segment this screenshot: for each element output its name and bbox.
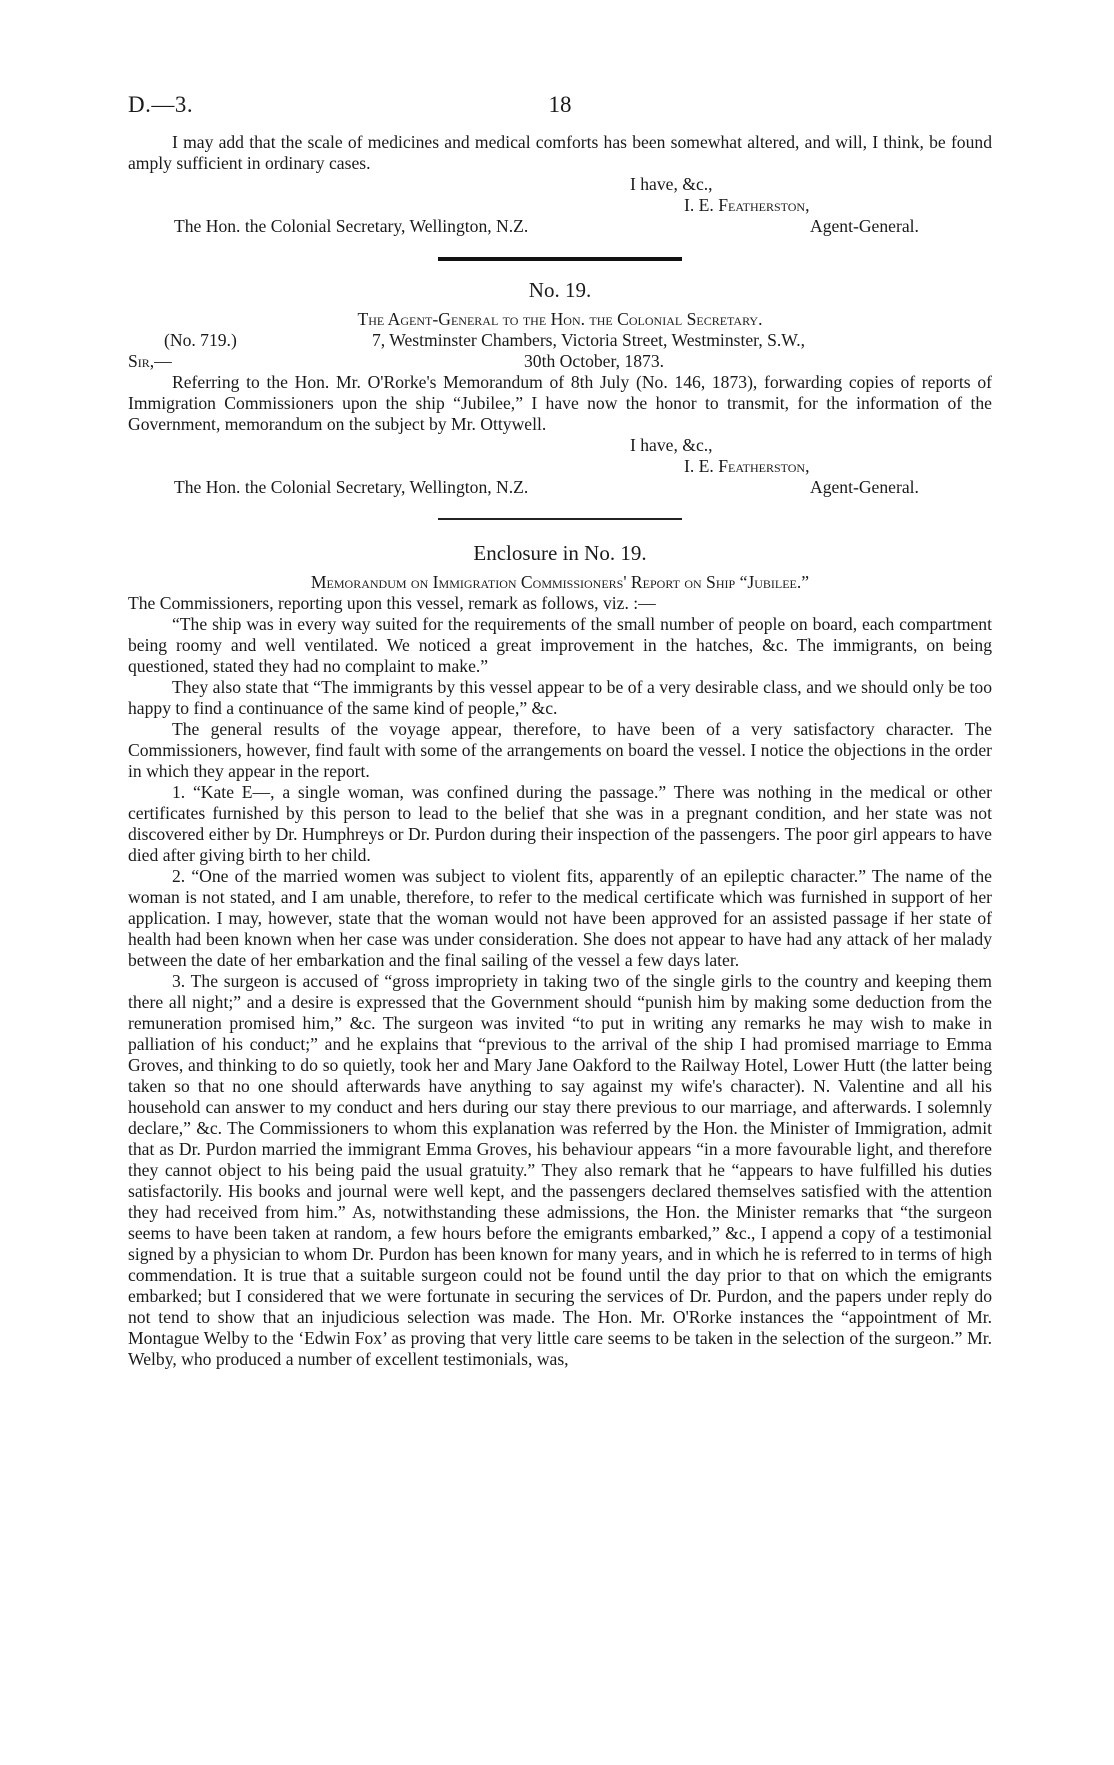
closing-line [128, 435, 992, 456]
signer-role: Agent-General. [810, 216, 919, 236]
addressee-line [128, 216, 992, 237]
signature-line [128, 456, 992, 477]
addressee: The Hon. the Colonial Secretary, Wellington, N.Z. [174, 216, 529, 236]
document-reference: D.—3. [128, 92, 194, 117]
letter-date: 30th October, 1873. [524, 351, 665, 371]
enclosure-paragraph: The general results of the voyage appear, therefore, to have been of a very satisfactory character. The Commissioners, however, find fault with some of the arrangements on board the vessel. I notice the objections in the order in which they appear in the report. [128, 719, 992, 781]
closing-line [128, 174, 992, 195]
addressee-line [128, 477, 992, 498]
signature-name: I. E. Featherston, [684, 456, 810, 476]
enclosure-subtitle [128, 572, 992, 593]
page-number: 18 [548, 92, 572, 117]
enclosure-paragraph: 2. “One of the married women was subject to violent fits, apparently of an epileptic character.” The name of the woman is not stated, and I am unable, therefore, to refer to the medical certificate which was furnished in support of her application. I may, however, state that the woman would not have been approved for an assisted passage if her state of health had been known when her case was under consideration. She does not appear to have had any attack of her malady between the date of her embarkation and the final sailing of the vessel a few days later. [128, 866, 992, 970]
continuation-paragraph: I may add that the scale of medicines and medical comforts has been somewhat altered, and will, I think, be found amply sufficient in ordinary cases. [128, 132, 992, 173]
signature-name: I. E. Featherston, [684, 195, 810, 215]
enclosure-paragraph: They also state that “The immigrants by this vessel appear to be of a very desirable class, and we should only be too happy to find a continuance of the same kind of people,” &c. [128, 677, 992, 718]
enclosure-paragraph: “The ship was in every way suited for the requirements of the small number of people on board, each compartment being roomy and well ventilated. We noticed a great improvement in the hatches, &c. The immigrants, on being questioned, stated they had no complaint to make.” [128, 614, 992, 676]
closing-text: I have, &c., [630, 435, 713, 455]
sender-address: 7, Westminster Chambers, Victoria Street, Westminster, S.W., [372, 330, 806, 350]
letter-reference-line [128, 330, 992, 351]
document-page [128, 92, 992, 1370]
page-header [128, 92, 992, 132]
enclosure-title: Enclosure in No. 19. [473, 541, 647, 565]
addressee: The Hon. the Colonial Secretary, Wellington, N.Z. [174, 477, 529, 497]
letter-body: Referring to the Hon. Mr. O'Rorke's Memorandum of 8th July (No. 146, 1873), forwarding copies of reports of Immigration Commissioners upon the ship “Jubilee,” I have now the honor to transmit, for the information of the Government, memorandum on the subject by Mr. Ottywell. [128, 372, 992, 434]
salutation-line [128, 351, 992, 372]
enclosure-paragraph: 3. The surgeon is accused of “gross impropriety in taking two of the single girls to the country and keeping them there all night;” and a desire is expressed that the Government should “punish him by making some deduction from the remuneration promised him,” &c. The surgeon was invited “to put in writing any remarks he may wish to make in palliation of his conduct;” and he explains that “previous to the arrival of the ship I had promised marriage to Emma Groves, and thinking to do so quietly, took her and Mary Jane Oakford to the Railway Hotel, Lower Hutt (the latter being taken so that no one should afterwards have anything to say against my wife's character). N. Valentine and all his household can answer to my conduct and hers during our stay there previous to our marriage, and afterwards. I solemnly declare,” &c. The Commissioners to whom this explanation was referred by the Hon. the Minister of Immigration, admit that as Dr. Purdon married the immigrant Emma Groves, his behaviour appears “in a more favourable light, and therefore they cannot object to his being paid the usual gratuity.” They also remark that he “appears to have fulfilled his duties satisfactorily. His books and journal were well kept, and the passengers declared themselves satisfied with the attention they had received from him.” As, notwithstanding these admissions, the Hon. the Minister remarks that “the surgeon seems to have been taken at random, a few hours before the emigrants embarked,” &c., I append a copy of a testimonial signed by a physician to whom Dr. Purdon has been known for many years, and in which he is referred to in terms of high commendation. It is true that a suitable surgeon could not be found until the day prior to that on which the emigrants embarked; but I considered that we were fortunate in securing the services of Dr. Purdon, and the papers under reply do not tend to show that an injudicious selection was made. The Hon. Mr. O'Rorke instances the “appointment of Mr. Montague Welby to the ‘Edwin Fox’ as proving that very little care seems to be taken in the selection of the surgeon.” Mr. Welby, who produced a number of excellent testimonials, was, [128, 971, 992, 1369]
enclosure-paragraph: 1. “Kate E—, a single woman, was confined during the passage.” There was nothing in the medical or other certificates furnished by this person to lead to the belief that she was in a pregnant condition, and her state was not discovered either by Dr. Humphreys or Dr. Purdon during their inspection of the passengers. The poor girl appears to have died after giving birth to her child. [128, 782, 992, 865]
memorandum-heading: Memorandum on Immigration Commissioners' Report on Ship “Jubilee.” [310, 572, 810, 592]
signer-role: Agent-General. [810, 477, 919, 497]
salutation: Sir,— [128, 351, 172, 371]
enclosure-paragraph: The Commissioners, reporting upon this vessel, remark as follows, viz. :— [128, 593, 656, 613]
letter-heading: The Agent-General to the Hon. the Colonial Secretary. [357, 309, 763, 329]
signature-line [128, 195, 992, 216]
letter-ref-number: (No. 719.) [164, 330, 237, 350]
letter-number: No. 19. [528, 278, 592, 302]
closing-text: I have, &c., [630, 174, 713, 194]
